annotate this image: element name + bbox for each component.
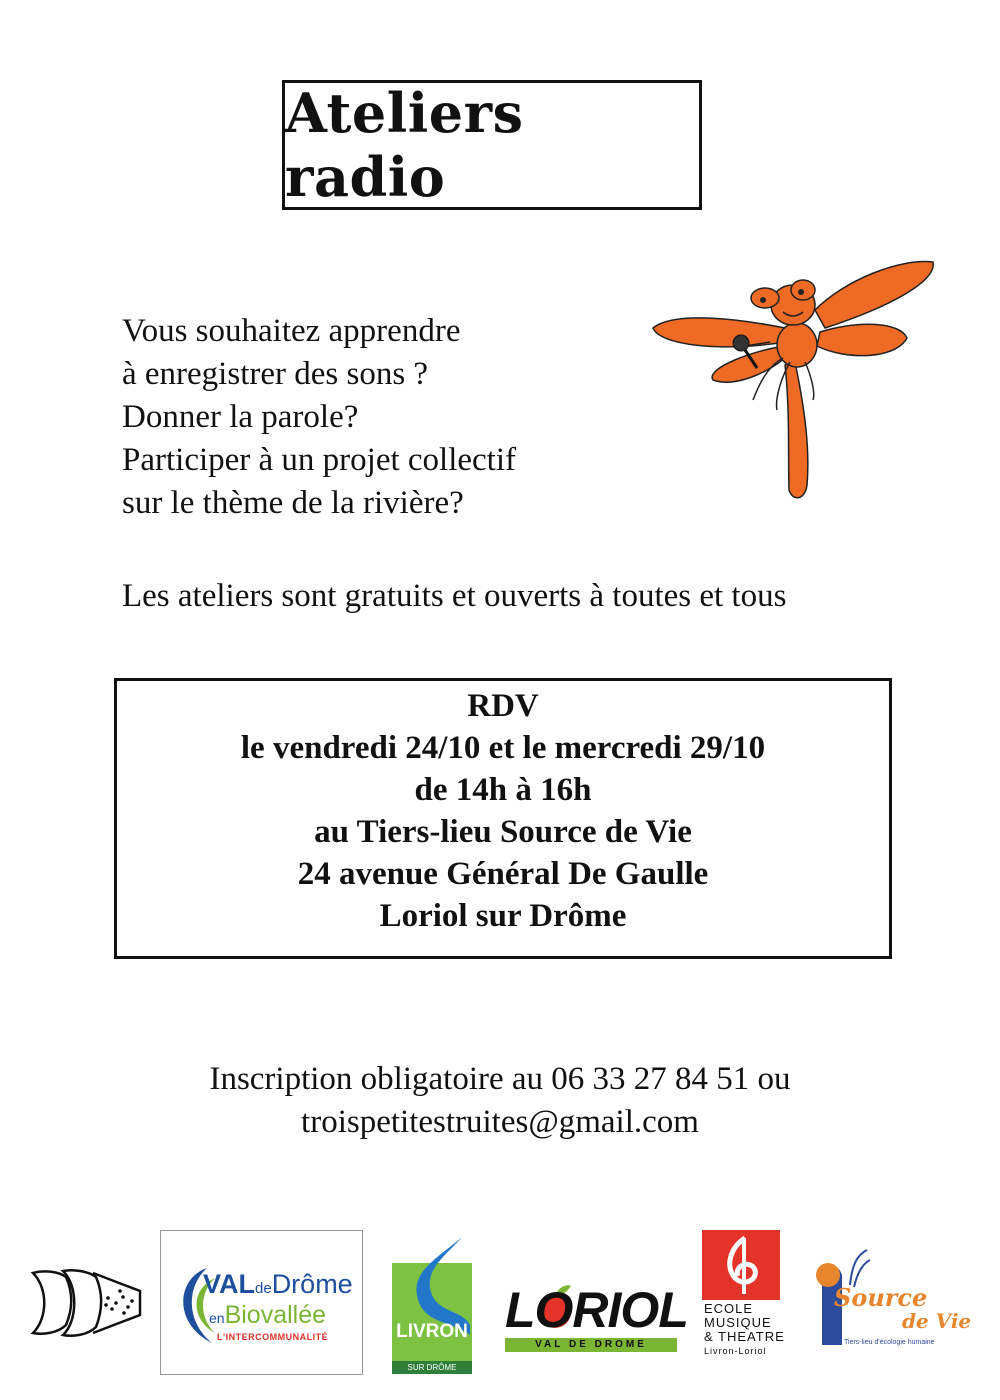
rdv-address: 24 avenue Général De Gaulle	[297, 856, 709, 892]
ecole-musique-logo	[702, 1230, 785, 1370]
intro-line: sur le thème de la rivière?	[122, 485, 464, 521]
treble-clef-icon	[710, 1236, 770, 1298]
ecole-line2: MUSIQUE	[704, 1315, 772, 1330]
loriol-logo	[505, 1280, 688, 1360]
rdv-heading: RDV	[467, 688, 539, 724]
loriol-sub: VAL DE DROME	[505, 1338, 677, 1352]
rdv-box	[114, 678, 892, 959]
val-de: de	[255, 1280, 272, 1297]
intro-line: à enregistrer des sons ?	[122, 356, 429, 392]
dragonfly-illustration	[645, 250, 945, 520]
val-drome: Drôme	[271, 1269, 353, 1299]
intro-line: Participer à un projet collectif	[122, 442, 517, 478]
source-line3: Tiers-lieu d'écologie humaine	[844, 1339, 935, 1346]
rdv-city: Loriol sur Drôme	[379, 898, 627, 934]
source-de-vie-logo	[812, 1245, 972, 1355]
intro-line: Donner la parole?	[122, 399, 359, 435]
loriol-name: LORIOL	[505, 1282, 688, 1338]
intro-text	[122, 310, 642, 525]
val-biovallee: Biovallée	[224, 1301, 327, 1329]
rdv-hours: de 14h à 16h	[414, 772, 592, 808]
source-line1: Source	[834, 1283, 928, 1312]
val-intercommunalite: L'INTERCOMMUNALITÉ	[217, 1332, 329, 1342]
contact-info	[0, 1058, 1000, 1144]
livron-name: LIVRON	[396, 1321, 468, 1342]
rdv-venue: au Tiers-lieu Source de Vie	[314, 814, 692, 850]
free-notice: Les ateliers sont gratuits et ouverts à toutes et tous	[122, 578, 787, 614]
val-de-drome-logo	[160, 1230, 363, 1375]
title-box	[282, 80, 702, 210]
source-line2: de Vie	[902, 1309, 972, 1333]
rdv-dates: le vendredi 24/10 et le mercredi 29/10	[240, 730, 766, 766]
intro-line: Vous souhaitez apprendre	[122, 313, 461, 349]
contact-email[interactable]: troispetitestruites@gmail.com	[301, 1104, 699, 1140]
livron-sub: SUR DRÔME	[392, 1361, 472, 1374]
partner-logos	[0, 1225, 1000, 1395]
val-en: en	[209, 1310, 225, 1326]
ecole-line3: & THEATRE	[704, 1329, 785, 1344]
fish-logo-icon	[28, 1263, 143, 1343]
ecole-line1: ECOLE	[704, 1301, 754, 1316]
ecole-line4: Livron-Loriol	[704, 1346, 767, 1356]
val-word: VAL	[203, 1269, 255, 1299]
livron-logo	[392, 1235, 472, 1375]
page-title: Ateliers radio	[285, 81, 524, 209]
contact-phone: Inscription obligatoire au 06 33 27 84 51 ou	[209, 1061, 791, 1097]
